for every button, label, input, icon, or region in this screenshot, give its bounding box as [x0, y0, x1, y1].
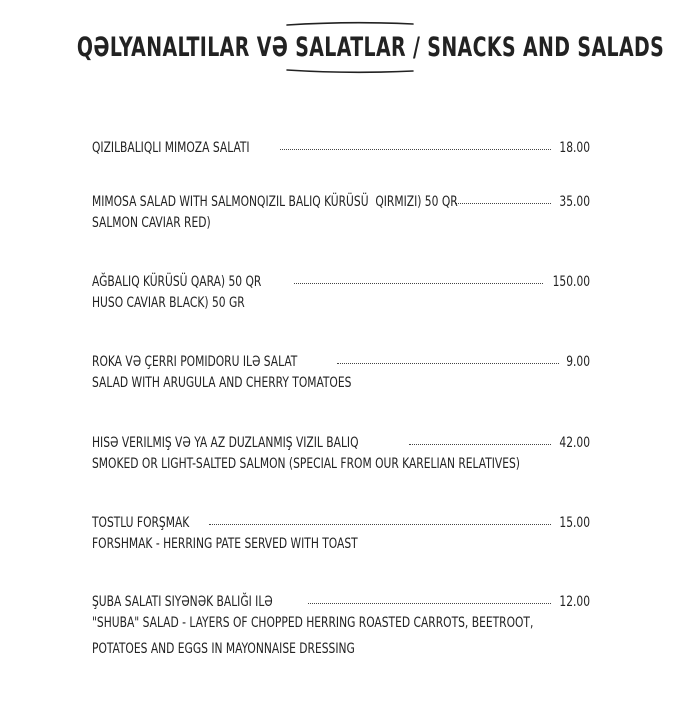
item-name: QIZILBALIQLI MIMOZA SALATI	[92, 140, 250, 156]
item-description: SMOKED OR LIGHT-SALTED SALMON (SPECIAL FROM OUR KARELIAN RELATIVES)	[92, 456, 520, 472]
dot-leader	[209, 523, 550, 525]
item-name: MIMOSA SALAD WITH SALMONQIZIL BALIQ KÜRÜSÜ QIRMIZI) 50 QR	[92, 194, 458, 210]
item-price: 18.00	[559, 140, 590, 156]
item-price: 150.00	[552, 274, 590, 290]
item-description: FORSHMAK - HERRING PATE SERVED WITH TOAST	[92, 536, 358, 552]
section-title: QƏLYANALTILAR VƏ SALATLAR / SNACKS AND SALADS	[76, 32, 665, 63]
menu-item	[92, 586, 590, 662]
item-name: HISƏ VERILMIŞ VƏ YA AZ DUZLANMIŞ VIZIL BALIQ	[92, 435, 359, 451]
bottom-swoosh-ornament	[285, 67, 415, 75]
item-price: 35.00	[559, 194, 590, 210]
item-name: ROKA VƏ ÇERRI POMIDORU ILƏ SALAT	[92, 354, 298, 370]
item-description: SALAD WITH ARUGULA AND CHERRY TOMATOES	[92, 375, 352, 391]
dot-leader	[337, 362, 559, 364]
item-name: ŞUBA SALATI SIYƏNƏK BALIĞI ILƏ	[92, 594, 273, 610]
menu-item	[92, 427, 590, 477]
item-description: HUSO CAVIAR BLACK) 50 GR	[92, 295, 245, 311]
menu-item	[92, 186, 590, 236]
dot-leader	[308, 602, 551, 604]
item-name: AĞBALIQ KÜRÜSÜ QARA) 50 QR	[92, 274, 262, 290]
item-price: 42.00	[559, 435, 590, 451]
item-price: 12.00	[559, 594, 590, 610]
menu-item	[92, 132, 590, 156]
menu-item	[92, 346, 590, 396]
item-price: 15.00	[559, 515, 590, 531]
item-description: SALMON CAVIAR RED)	[92, 215, 211, 231]
item-price: 9.00	[566, 354, 590, 370]
dot-leader	[409, 443, 551, 445]
section-header	[0, 20, 699, 75]
dot-leader	[294, 282, 543, 284]
top-swoosh-ornament	[285, 20, 415, 28]
menu-item	[92, 507, 590, 557]
dot-leader	[455, 202, 551, 204]
item-description: "SHUBA" SALAD - LAYERS OF CHOPPED HERRING ROASTED CARROTS, BEETROOT,	[92, 615, 534, 631]
menu-item	[92, 266, 590, 316]
item-description: POTATOES AND EGGS IN MAYONNAISE DRESSING	[92, 641, 355, 657]
dot-leader	[280, 148, 551, 150]
item-name: TOSTLU FORŞMAK	[92, 515, 190, 531]
